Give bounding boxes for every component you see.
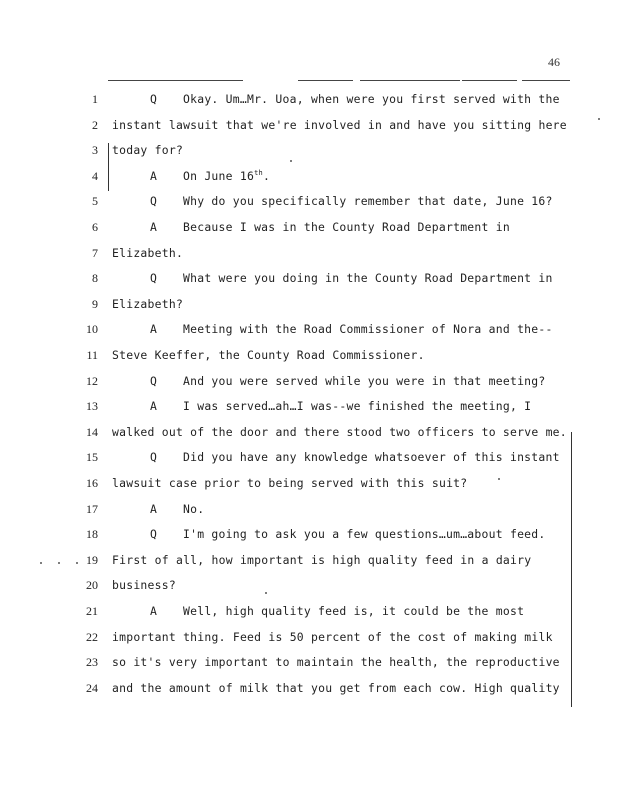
line-number: 15: [86, 450, 98, 465]
line-text: today for?: [112, 143, 184, 158]
line-text: lawsuit case prior to being served with this suit?: [112, 476, 468, 490]
line-number: 20: [86, 578, 98, 593]
line-number: 19: [86, 552, 98, 567]
line-text: Why do you specifically remember that date, June 16?: [183, 194, 553, 209]
line-number: 6: [92, 220, 98, 234]
page-number: 46: [548, 55, 560, 69]
line-text: important thing. Feed is 50 percent of the cost of making milk: [112, 629, 553, 644]
line-number: 23: [86, 655, 98, 670]
line-text: and the amount of milk that you get from each cow. High quality: [112, 680, 560, 695]
speaker-label: A: [150, 220, 158, 234]
header-rule: [360, 80, 460, 81]
header-rule: [108, 80, 243, 81]
speaker-label: A: [150, 168, 158, 183]
line-text: business?: [112, 578, 176, 593]
line-number: 11: [86, 348, 98, 362]
line-text: I was served…ah…I was--we finished the meeting, I: [183, 399, 532, 414]
margin-bar: [571, 432, 572, 707]
speaker-label: A: [150, 604, 158, 618]
line-number: 5: [92, 194, 98, 209]
speaker-label: A: [150, 501, 158, 516]
line-text: What were you doing in the County Road Department in: [183, 271, 553, 286]
line-text: I'm going to ask you a few questions…um…about feed.: [183, 527, 546, 542]
line-text: Elizabeth?: [112, 296, 184, 311]
line-number: 21: [86, 604, 98, 618]
scan-speck: [76, 562, 78, 564]
line-text: Steve Keeffer, the County Road Commissioner.: [112, 348, 425, 362]
line-number: 13: [86, 399, 98, 414]
line-text: Meeting with the Road Commissioner of Nora and the--: [183, 322, 553, 337]
line-number: 9: [92, 296, 98, 311]
line-text: instant lawsuit that we're involved in and have you sitting here: [112, 117, 567, 132]
line-number: 16: [86, 476, 98, 490]
line-number: 17: [86, 501, 98, 516]
line-number: 8: [92, 271, 98, 286]
speaker-label: Q: [150, 527, 158, 542]
scan-speck: [598, 118, 600, 120]
line-number: 14: [86, 424, 98, 439]
header-rule: [462, 80, 517, 81]
line-number: 1: [92, 92, 98, 106]
speaker-label: Q: [150, 194, 158, 209]
line-text: Okay. Um…Mr. Uoa, when were you first served with the: [183, 92, 560, 106]
scan-speck: [290, 160, 292, 162]
line-number: 4: [92, 168, 98, 183]
line-text: Because I was in the County Road Department in: [183, 220, 510, 234]
speaker-label: Q: [150, 373, 158, 388]
line-number: 10: [86, 322, 98, 337]
line-text: walked out of the door and there stood two officers to serve me.: [112, 424, 567, 439]
speaker-label: Q: [150, 92, 158, 106]
line-number: 12: [86, 373, 98, 388]
line-number: 18: [86, 527, 98, 542]
speaker-label: A: [150, 322, 158, 337]
line-text: First of all, how important is high quality feed in a dairy: [112, 552, 532, 567]
line-text: Elizabeth.: [112, 245, 184, 260]
speaker-label: Q: [150, 450, 158, 465]
scan-speck: [498, 478, 500, 480]
header-rule: [522, 80, 570, 81]
line-text: so it's very important to maintain the health, the reproductive: [112, 655, 560, 670]
scan-speck: [40, 562, 42, 564]
header-rule: [298, 80, 353, 81]
line-number: 24: [86, 680, 98, 695]
margin-bar: [108, 143, 109, 191]
scan-speck: [58, 562, 60, 564]
line-text: No.: [183, 501, 205, 516]
line-number: 2: [92, 117, 98, 132]
line-text: Did you have any knowledge whatsoever of this instant: [183, 450, 560, 465]
speaker-label: Q: [150, 271, 158, 286]
line-number: 7: [92, 245, 98, 260]
speaker-label: A: [150, 399, 158, 414]
line-number: 22: [86, 629, 98, 644]
scan-speck: [265, 592, 267, 594]
line-text: Well, high quality feed is, it could be the most: [183, 604, 525, 618]
line-text: On June 16th.: [183, 168, 271, 183]
line-number: 3: [92, 143, 98, 158]
line-text: And you were served while you were in that meeting?: [183, 373, 546, 388]
